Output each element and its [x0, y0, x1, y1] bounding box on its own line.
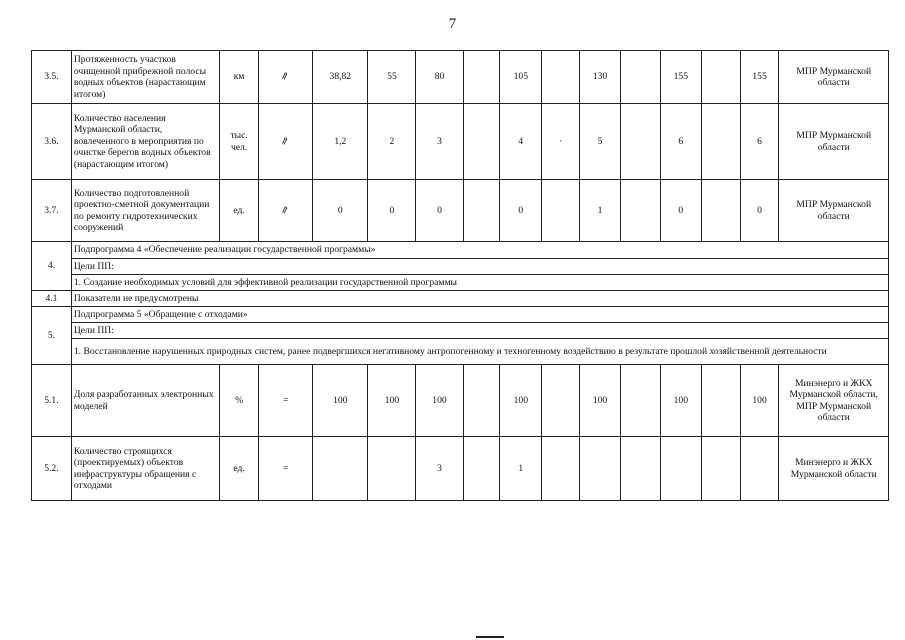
value-cell: 38,82 — [313, 51, 368, 104]
value-cell — [620, 104, 660, 180]
trend-cell — [259, 51, 313, 104]
value-cell: 2 — [368, 104, 416, 180]
trend-up-icon: ⇗ — [279, 134, 292, 148]
goals-label: Цели ПП: — [71, 323, 888, 339]
trend-up-icon: ⇗ — [279, 70, 292, 84]
value-cell — [463, 104, 500, 180]
value-cell: 6 — [660, 104, 701, 180]
value-cell: 105 — [500, 51, 542, 104]
value-cell — [463, 437, 500, 501]
row-number: 4. — [32, 242, 72, 291]
footer-divider — [476, 636, 504, 638]
value-cell — [313, 437, 368, 501]
trend-cell — [259, 104, 313, 180]
unit-cell: тыс. чел. — [220, 104, 259, 180]
subprogram-title: Подпрограмма 4 «Обеспечение реализации государственной программы» — [71, 242, 888, 259]
trend-cell — [259, 180, 313, 242]
value-cell — [620, 437, 660, 501]
table-row — [32, 437, 889, 501]
subprogram-title-row — [32, 242, 889, 259]
goal-row — [32, 275, 889, 291]
goal-text: 1. Восстановление нарушенных природных систем, ранее подвергшихся негативному антропогенному и техногенному воздействию в результате прошлой хозяйственной деятельности — [71, 339, 888, 365]
value-cell: 0 — [660, 180, 701, 242]
value-cell — [542, 180, 580, 242]
responsible-cell: МПР Мурманской области — [779, 51, 889, 104]
responsible-cell: МПР Мурманской области — [779, 104, 889, 180]
value-cell — [542, 51, 580, 104]
value-cell: 5 — [580, 104, 621, 180]
value-cell — [740, 437, 779, 501]
value-cell — [542, 437, 580, 501]
value-cell — [701, 180, 740, 242]
indicator-name: Количество строящихся (проектируемых) объектов инфраструктуры обращения с отходами — [71, 437, 219, 501]
responsible-cell: МПР Мурманской области — [779, 180, 889, 242]
value-cell — [701, 51, 740, 104]
row-number: 5.1. — [32, 365, 72, 437]
value-cell: 0 — [416, 180, 463, 242]
value-cell — [701, 365, 740, 437]
unit-cell: ед. — [220, 437, 259, 501]
value-cell — [660, 437, 701, 501]
trend-cell: = — [259, 437, 313, 501]
value-cell — [580, 437, 621, 501]
row-number: 3.5. — [32, 51, 72, 104]
indicator-name: Количество населения Мурманской области, вовлеченного в мероприятия по очистке берегов водных объектов (нарастающим итогом) — [71, 104, 219, 180]
value-cell — [701, 104, 740, 180]
subprogram-title-row — [32, 307, 889, 323]
value-cell: 100 — [416, 365, 463, 437]
goal-row — [32, 339, 889, 365]
responsible-cell: Минэнерго и ЖКХ Мурманской области, МПР Мурманской области — [779, 365, 889, 437]
value-cell: 100 — [368, 365, 416, 437]
value-cell — [368, 437, 416, 501]
value-cell — [463, 365, 500, 437]
value-cell: 6 — [740, 104, 779, 180]
value-cell: 4 — [500, 104, 542, 180]
value-cell: 3 — [416, 437, 463, 501]
indicator-name: Протяженность участков очищенной прибрежной полосы водных объектов (нарастающим итогом) — [71, 51, 219, 104]
trend-cell: = — [259, 365, 313, 437]
table-row — [32, 365, 889, 437]
row-number: 4.1 — [32, 291, 72, 307]
value-cell: 3 — [416, 104, 463, 180]
value-cell: 100 — [580, 365, 621, 437]
table-row — [32, 104, 889, 180]
value-cell: 0 — [740, 180, 779, 242]
table-row — [32, 51, 889, 104]
row-number: 5. — [32, 307, 72, 365]
row-number: 3.7. — [32, 180, 72, 242]
value-cell — [542, 365, 580, 437]
value-cell: · — [542, 104, 580, 180]
value-cell — [463, 51, 500, 104]
unit-cell: км — [220, 51, 259, 104]
value-cell: 155 — [660, 51, 701, 104]
page-number: 7 — [448, 16, 457, 32]
goals-label-row — [32, 323, 889, 339]
unit-cell: ед. — [220, 180, 259, 242]
table-row — [32, 180, 889, 242]
value-cell — [701, 437, 740, 501]
value-cell — [620, 51, 660, 104]
row-text: Показатели не предусмотрены — [71, 291, 888, 307]
value-cell: 1 — [580, 180, 621, 242]
value-cell: 0 — [500, 180, 542, 242]
value-cell — [620, 180, 660, 242]
responsible-cell: Минэнерго и ЖКХ Мурманской области — [779, 437, 889, 501]
goals-label: Цели ПП: — [71, 259, 888, 275]
value-cell: 100 — [313, 365, 368, 437]
trend-up-icon: ⇗ — [279, 203, 292, 217]
goals-label-row — [32, 259, 889, 275]
value-cell: 55 — [368, 51, 416, 104]
unit-cell: % — [220, 365, 259, 437]
table-row — [32, 291, 889, 307]
row-number: 5.2. — [32, 437, 72, 501]
subprogram-title: Подпрограмма 5 «Обращение с отходами» — [71, 307, 888, 323]
value-cell: 80 — [416, 51, 463, 104]
value-cell: 1 — [500, 437, 542, 501]
value-cell: 100 — [660, 365, 701, 437]
value-cell: 100 — [500, 365, 542, 437]
indicator-name: Количество подготовленной проектно-сметной документации по ремонту гидротехнических сооружений — [71, 180, 219, 242]
value-cell: 130 — [580, 51, 621, 104]
value-cell: 100 — [740, 365, 779, 437]
value-cell: 0 — [313, 180, 368, 242]
indicators-table — [31, 50, 889, 501]
value-cell — [620, 365, 660, 437]
row-number: 3.6. — [32, 104, 72, 180]
value-cell: 1,2 — [313, 104, 368, 180]
value-cell: 155 — [740, 51, 779, 104]
indicator-name: Доля разработанных электронных моделей — [71, 365, 219, 437]
value-cell: 0 — [368, 180, 416, 242]
goal-text: 1. Создание необходимых условий для эффективной реализации государственной программы — [71, 275, 888, 291]
value-cell — [463, 180, 500, 242]
